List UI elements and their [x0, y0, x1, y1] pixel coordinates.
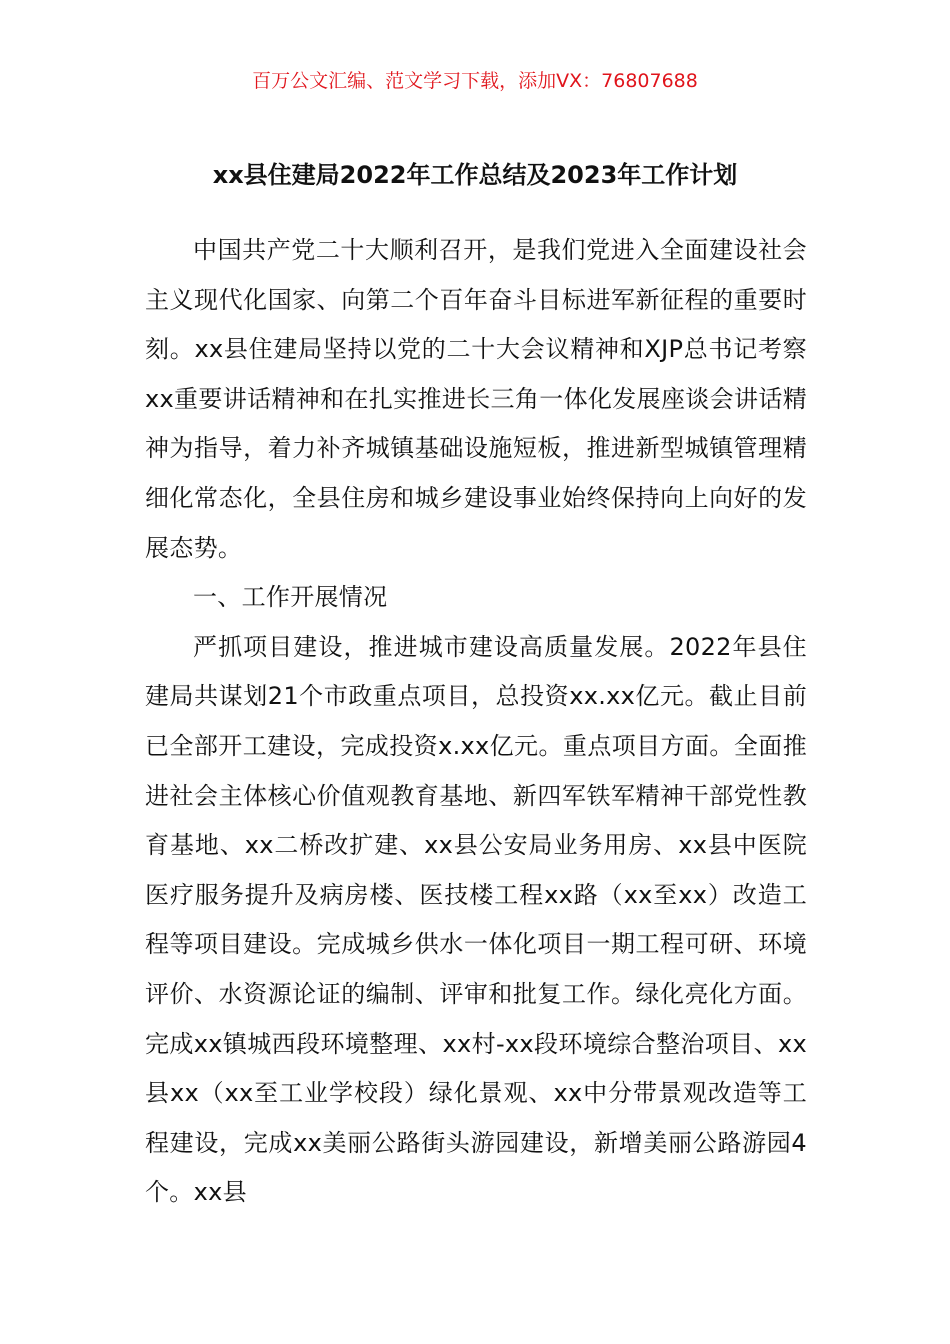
document-title: xx县住建局2022年工作总结及2023年工作计划 — [212, 161, 738, 189]
header-watermark-note: 百万公文汇编、范文学习下载，添加VX：76807688 — [252, 70, 698, 92]
section-heading-1: 一、工作开展情况 — [193, 583, 388, 612]
document-body — [145, 226, 807, 1218]
body-paragraph-project-construction: 严抓项目建设，推进城市建设高质量发展。2022年县住建局共谋划21个市政重点项目，总投资xx.xx亿元。截止目前已全部开工建设，完成投资x.xx亿元。重点项目方面。全面推进社会主体核心价值观教育基地、新四军铁军精神干部党性教育基地、xx二桥改扩建、xx县公安局业务用房、xx县中医院医疗服务提升及病房楼、医技楼工程xx路（xx至xx）改造工程等项目建设。完成城乡供水一体化项目一期工程可研、环境评价、水资源论证的编制、评审和批复工作。绿化亮化方面。完成xx镇城西段环境整理、xx村-xx段环境综合整治项目、xx县xx（xx至工业学校段）绿化景观、xx中分带景观改造等工程建设，完成xx美丽公路街头游园建设，新增美丽公路游园4个。xx县 — [145, 632, 807, 1207]
body-paragraph-intro: 中国共产党二十大顺利召开，是我们党进入全面建设社会主义现代化国家、向第二个百年奋斗目标进军新征程的重要时刻。xx县住建局坚持以党的二十大会议精神和XJP总书记考察xx重要讲话精神和在扎实推进长三角一体化发展座谈会讲话精神为指导，着力补齐城镇基础设施短板，推进新型城镇管理精细化常态化，全县住房和城乡建设事业始终保持向上向好的发展态势。 — [145, 236, 807, 562]
